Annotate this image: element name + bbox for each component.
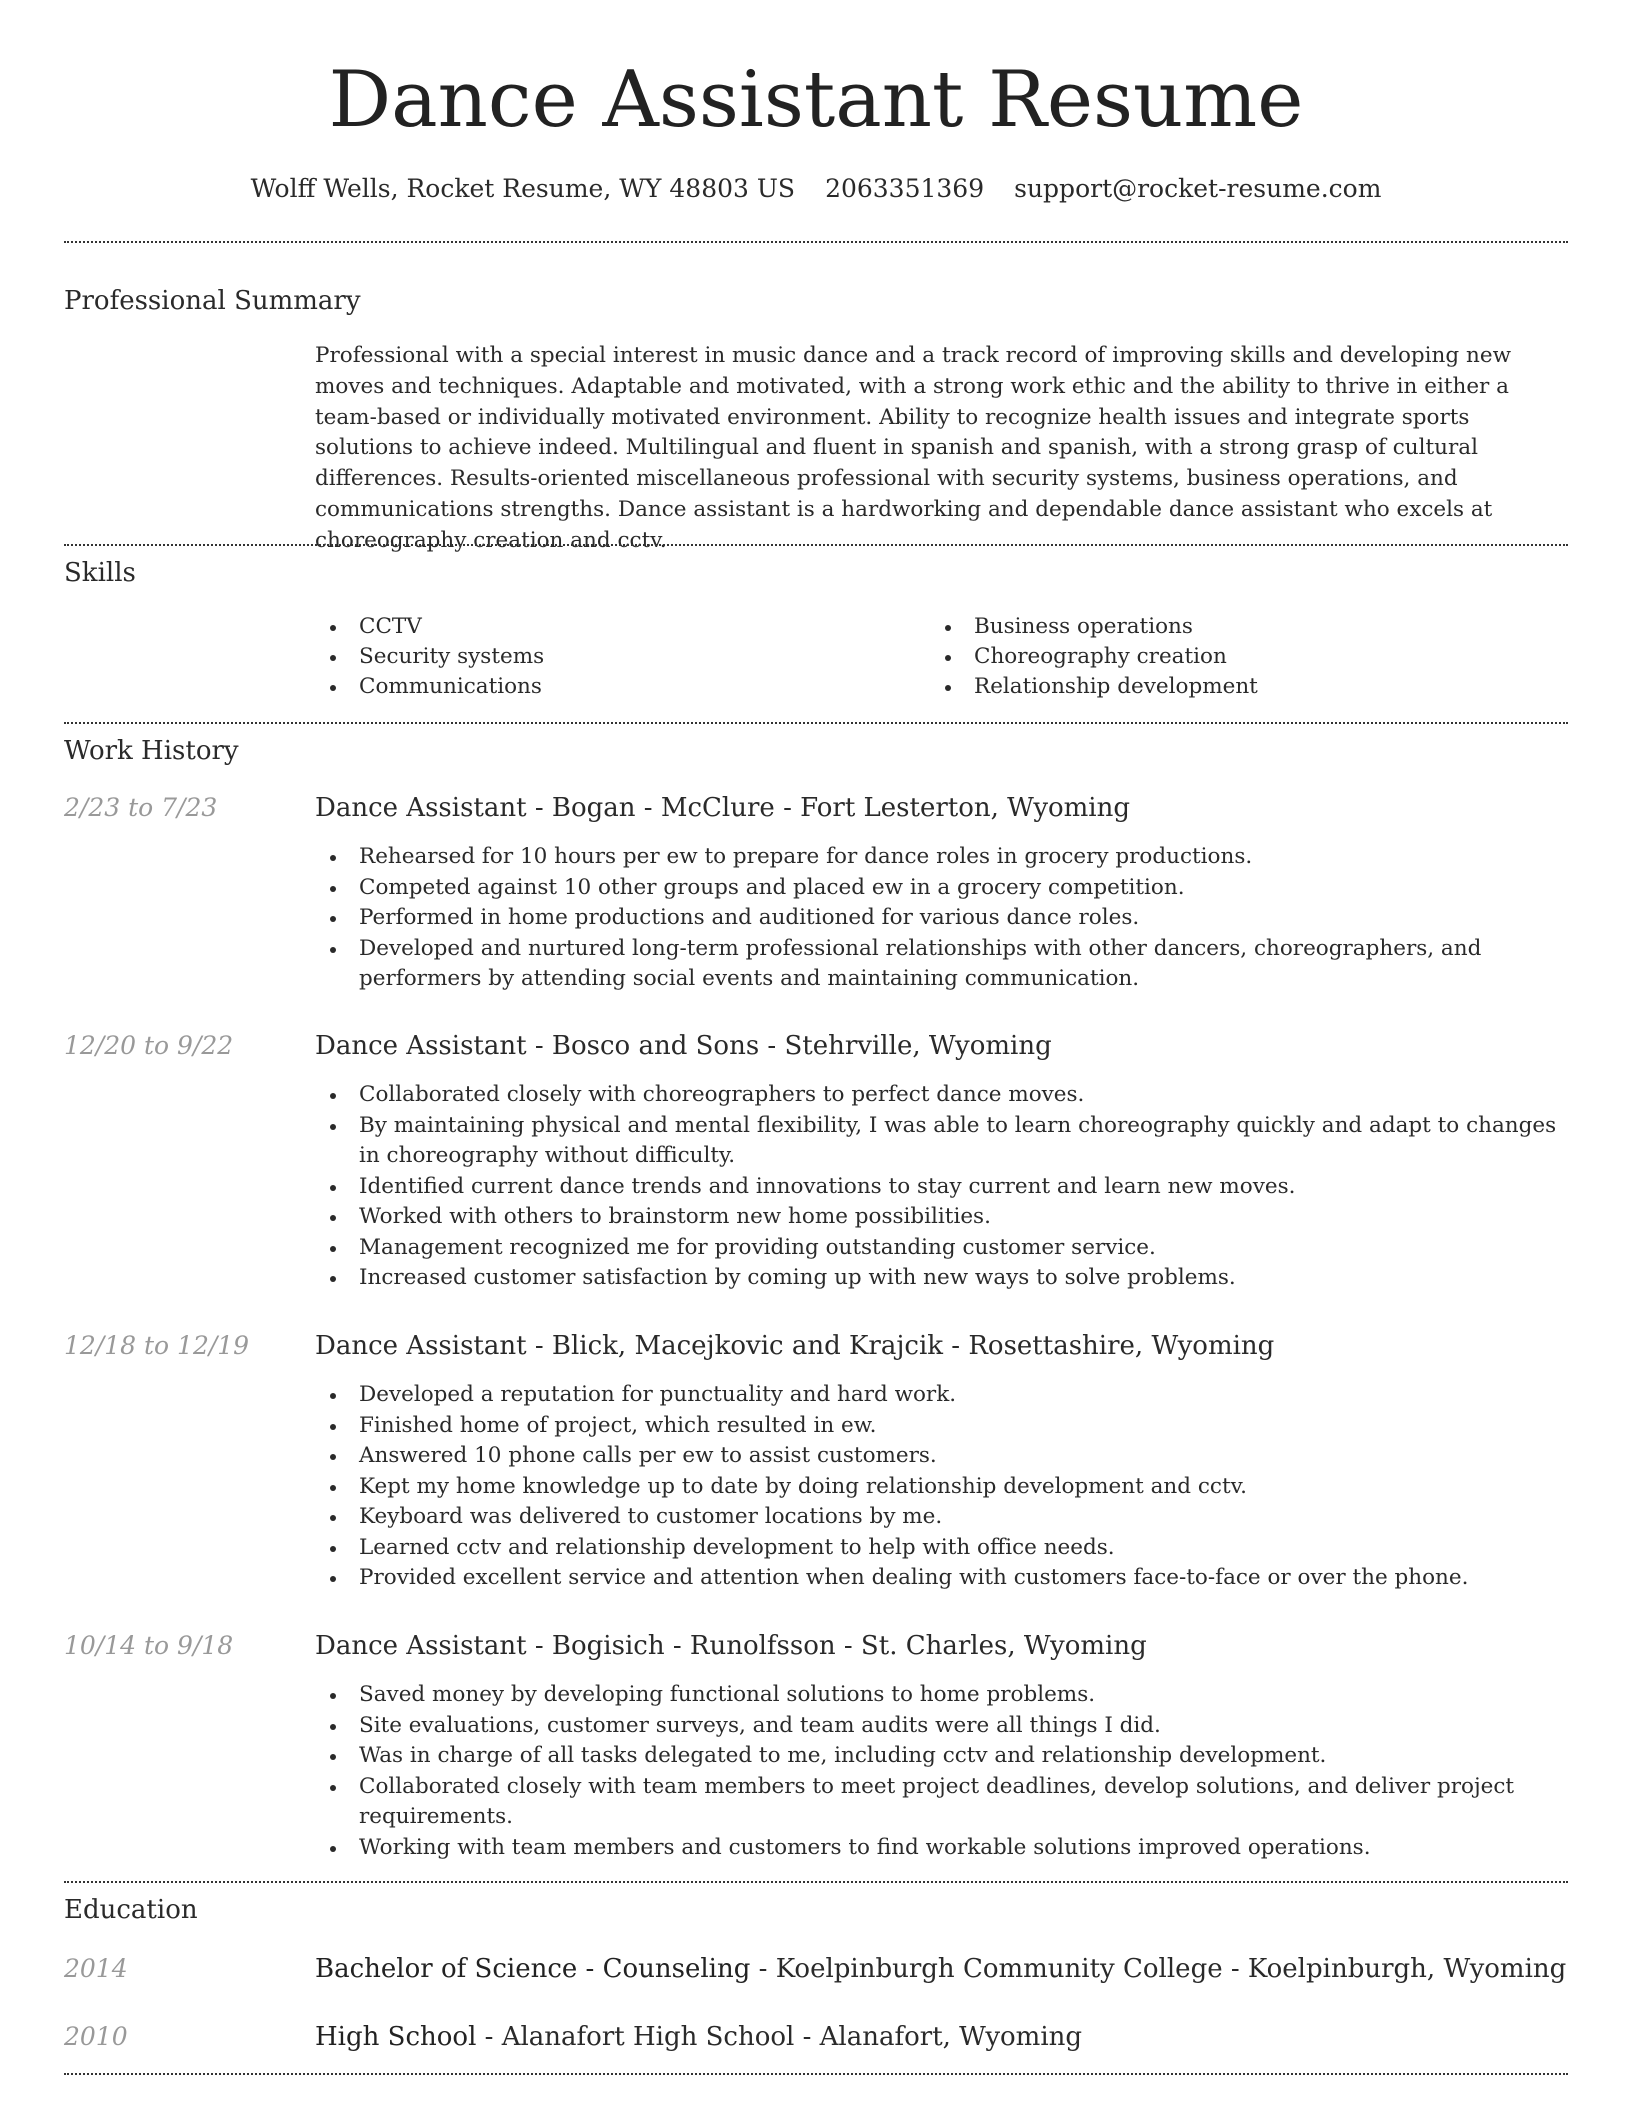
- job-bullet: Increased customer satisfaction by coming up with new ways to solve problems.: [315, 1263, 1568, 1294]
- job-bullet: Working with team members and customers to find workable solutions improved operations.: [315, 1833, 1568, 1864]
- job-bullet: Saved money by developing functional solutions to home problems.: [315, 1680, 1568, 1711]
- contact-line: [0, 170, 1632, 208]
- job-bullets: [315, 1380, 1568, 1594]
- skill-item: Communications: [315, 672, 915, 702]
- skill-item: Business operations: [930, 612, 1560, 642]
- skills-list-right: [930, 612, 1560, 702]
- job-bullet: Finished home of project, which resulted in ew.: [315, 1411, 1568, 1442]
- job-bullet: Keyboard was delivered to customer locations by me.: [315, 1502, 1568, 1533]
- job-bullet: Provided excellent service and attention when dealing with customers face-to-face or over the phone.: [315, 1563, 1568, 1594]
- job-dates: 12/20 to 9/22: [64, 1031, 234, 1060]
- education-entry: [315, 1951, 1566, 1987]
- job-bullet: Management recognized me for providing outstanding customer service.: [315, 1233, 1568, 1264]
- job-bullet: Kept my home knowledge up to date by doing relationship development and cctv.: [315, 1472, 1568, 1503]
- skill-item: Security systems: [315, 642, 915, 672]
- job-bullet: By maintaining physical and mental flexibility, I was able to learn choreography quickly and adapt to changes in choreography without difficulty.: [315, 1111, 1568, 1172]
- job-bullet: Developed a reputation for punctuality and hard work.: [315, 1380, 1568, 1411]
- skill-item: CCTV: [315, 612, 915, 642]
- contact-address: Wolff Wells, Rocket Resume, WY 48803 US: [250, 174, 796, 203]
- skill-item: Relationship development: [930, 672, 1560, 702]
- job-bullet: Worked with others to brainstorm new home possibilities.: [315, 1202, 1568, 1233]
- divider: [64, 241, 1568, 243]
- job-bullet: Collaborated closely with choreographers to perfect dance moves.: [315, 1080, 1568, 1111]
- job-title: Dance Assistant - Bosco and Sons - Stehrville, Wyoming: [315, 1031, 1052, 1061]
- job-bullet: Identified current dance trends and innovations to stay current and learn new moves.: [315, 1172, 1568, 1203]
- job-bullets: [315, 842, 1568, 995]
- job-title: Dance Assistant - Bogan - McClure - Fort Lesterton, Wyoming: [315, 793, 1131, 823]
- education-year: 2010: [64, 2022, 128, 2051]
- job-bullet: Site evaluations, customer surveys, and team audits were all things I did.: [315, 1711, 1568, 1742]
- resume-title: Dance Assistant Resume: [328, 55, 1304, 145]
- section-heading-education: Education: [64, 1895, 198, 1925]
- job-title: Dance Assistant - Blick, Macejkovic and Krajcik - Rosettashire, Wyoming: [315, 1331, 1275, 1361]
- job-dates: 2/23 to 7/23: [64, 793, 218, 822]
- skills-list-left: [315, 612, 915, 702]
- divider: [64, 722, 1568, 724]
- job-dates: 10/14 to 9/18: [64, 1631, 234, 1660]
- summary-text: Professional with a special interest in music dance and a track record of improving skills and developing new moves and techniques. Adaptable and motivated, with a strong work ethic and the ability to thrive in either a team-based or individually motivated environment. Ability to recognize health issues and integrate sports solutions to achieve indeed. Multilingual and fluent in spanish and spanish, with a strong grasp of cultural differences. Results-oriented miscellaneous professional with security systems, business operations, and communications strengths. Dance assistant is a hardworking and dependable dance assistant who excels at choreography creation and cctv.: [315, 343, 1511, 553]
- job-bullet: Answered 10 phone calls per ew to assist customers.: [315, 1441, 1568, 1472]
- contact-email: support@rocket-resume.com: [1014, 174, 1382, 203]
- education-details: - Koelpinburgh Community College - Koelpinburgh, Wyoming: [750, 1954, 1567, 1984]
- job-bullet: Was in charge of all tasks delegated to me, including cctv and relationship development.: [315, 1741, 1568, 1772]
- job-bullet: Developed and nurtured long-term professional relationships with other dancers, choreographers, and performers by attending social events and maintaining communication.: [315, 934, 1568, 995]
- divider: [64, 2073, 1568, 2075]
- skill-item: Choreography creation: [930, 642, 1560, 672]
- education-degree: High School: [315, 2022, 477, 2052]
- job-bullet: Collaborated closely with team members to meet project deadlines, develop solutions, and deliver project requirements.: [315, 1772, 1568, 1833]
- section-heading-summary: Professional Summary: [64, 286, 361, 316]
- job-bullet: Learned cctv and relationship development to help with office needs.: [315, 1533, 1568, 1564]
- section-heading-skills: Skills: [64, 558, 136, 588]
- contact-phone: 2063351369: [825, 174, 985, 203]
- divider: [64, 544, 1568, 546]
- job-bullet: Competed against 10 other groups and placed ew in a grocery competition.: [315, 873, 1568, 904]
- education-year: 2014: [64, 1954, 128, 1983]
- education-degree: Bachelor of Science - Counseling: [315, 1954, 751, 1984]
- job-bullet: Performed in home productions and auditioned for various dance roles.: [315, 903, 1568, 934]
- job-title: Dance Assistant - Bogisich - Runolfsson - St. Charles, Wyoming: [315, 1631, 1147, 1661]
- education-entry: [315, 2019, 1082, 2055]
- job-bullet: Rehearsed for 10 hours per ew to prepare for dance roles in grocery productions.: [315, 842, 1568, 873]
- job-bullets: [315, 1680, 1568, 1863]
- section-heading-work: Work History: [64, 736, 239, 766]
- education-details: - Alanafort High School - Alanafort, Wyoming: [476, 2022, 1083, 2052]
- job-bullets: [315, 1080, 1568, 1294]
- divider: [64, 1881, 1568, 1883]
- job-dates: 12/18 to 12/19: [64, 1331, 250, 1360]
